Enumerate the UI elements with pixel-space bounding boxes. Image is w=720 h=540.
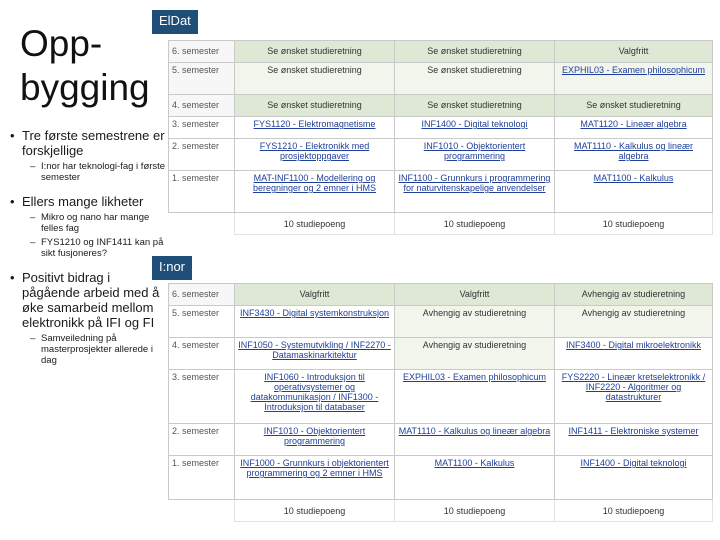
course-cell: Se ønsket studieretning: [395, 41, 555, 63]
course-link[interactable]: MAT1100 - Kalkulus: [395, 456, 555, 500]
course-link[interactable]: INF1010 - Objektorientert programmering: [395, 139, 555, 171]
table-row: [169, 95, 713, 117]
sub-bullet-item: – I:nor har teknologi-fag i første semester: [8, 161, 166, 183]
inor-table: [168, 283, 713, 522]
course-cell: Avhengig av studieretning: [555, 306, 713, 338]
course-link[interactable]: INF1000 - Grunnkurs i objektorientert programmering og 2 emner i HMS: [235, 456, 395, 500]
sub-bullet-item: – Samveiledning på masterprosjekter allerede i dag: [8, 333, 166, 366]
semester-label: 6. semester: [169, 284, 235, 306]
table-row: [169, 284, 713, 306]
semester-label: 1. semester: [169, 171, 235, 213]
course-link[interactable]: INF1100 - Grunnkurs i programmering for naturvitenskapelige anvendelser: [395, 171, 555, 213]
credits-cell: 10 studiepoeng: [235, 500, 395, 522]
course-link[interactable]: MAT1120 - Lineær algebra: [555, 117, 713, 139]
course-cell: Valgfritt: [555, 41, 713, 63]
course-cell: Se ønsket studieretning: [555, 95, 713, 117]
table-row: [169, 306, 713, 338]
table-row: [169, 370, 713, 424]
bullet-item: • Positivt bidrag i pågående arbeid med å øke samarbeid mellom elektronikk på IFI og FI: [8, 270, 166, 330]
table-row: [169, 63, 713, 95]
eldat-table: [168, 40, 713, 235]
course-cell: Se ønsket studieretning: [395, 63, 555, 95]
empty-cell: [169, 213, 235, 235]
course-link[interactable]: EXPHIL03 - Examen philosophicum: [395, 370, 555, 424]
course-link[interactable]: MAT-INF1100 - Modellering og beregninger og 2 emner i HMS: [235, 171, 395, 213]
course-link[interactable]: FYS1120 - Elektromagnetisme: [235, 117, 395, 139]
table-row: [169, 171, 713, 213]
course-link[interactable]: MAT1110 - Kalkulus og lineær algebra: [395, 424, 555, 456]
semester-label: 6. semester: [169, 41, 235, 63]
course-cell: Valgfritt: [235, 284, 395, 306]
slide-title: Opp-bygging: [20, 23, 150, 108]
course-link[interactable]: INF3430 - Digital systemkonstruksjon: [235, 306, 395, 338]
course-cell: Se ønsket studieretning: [235, 41, 395, 63]
bullet-list: [8, 128, 166, 369]
bullet-item: • Tre første semestrene er forskjellige: [8, 128, 166, 158]
course-link[interactable]: INF3400 - Digital mikroelektronikk: [555, 338, 713, 370]
table-row: [169, 456, 713, 500]
course-cell: Avhengig av studieretning: [395, 306, 555, 338]
course-link[interactable]: MAT1100 - Kalkulus: [555, 171, 713, 213]
table-row: [169, 117, 713, 139]
course-link[interactable]: INF1050 - Systemutvikling / INF2270 - Datamaskinarkitektur: [235, 338, 395, 370]
credits-row: [169, 213, 713, 235]
bullet-item: • Ellers mange likheter: [8, 194, 166, 209]
table-row: [169, 424, 713, 456]
course-cell: Avhengig av studieretning: [555, 284, 713, 306]
table-row: [169, 338, 713, 370]
course-link[interactable]: MAT1110 - Kalkulus og lineær algebra: [555, 139, 713, 171]
credits-cell: 10 studiepoeng: [235, 213, 395, 235]
course-link[interactable]: INF1411 - Elektroniske systemer: [555, 424, 713, 456]
semester-label: 5. semester: [169, 63, 235, 95]
sub-bullet-item: – FYS1210 og INF1411 kan på sikt fusjoneres?: [8, 237, 166, 259]
course-cell: Valgfritt: [395, 284, 555, 306]
inor-label: I:nor: [152, 256, 192, 280]
table-row: [169, 139, 713, 171]
semester-label: 2. semester: [169, 424, 235, 456]
course-link[interactable]: FYS2220 - Lineær kretselektronikk / INF2220 - Algoritmer og datastrukturer: [555, 370, 713, 424]
course-link[interactable]: INF1400 - Digital teknologi: [395, 117, 555, 139]
course-link[interactable]: EXPHIL03 - Examen philosophicum: [555, 63, 713, 95]
eldat-label: ElDat: [152, 10, 198, 34]
credits-cell: 10 studiepoeng: [555, 500, 713, 522]
semester-label: 2. semester: [169, 139, 235, 171]
semester-label: 4. semester: [169, 95, 235, 117]
credits-cell: 10 studiepoeng: [395, 500, 555, 522]
course-link[interactable]: FYS1210 - Elektronikk med prosjektoppgaver: [235, 139, 395, 171]
semester-label: 3. semester: [169, 370, 235, 424]
semester-label: 5. semester: [169, 306, 235, 338]
empty-cell: [169, 500, 235, 522]
credits-row: [169, 500, 713, 522]
course-cell: Se ønsket studieretning: [235, 95, 395, 117]
course-cell: Se ønsket studieretning: [395, 95, 555, 117]
course-link[interactable]: INF1010 - Objektorientert programmering: [235, 424, 395, 456]
course-link[interactable]: INF1060 - Introduksjon til operativsystemer og datakommunikasjon / INF1300 - Introduksjon til databaser: [235, 370, 395, 424]
course-cell: Se ønsket studieretning: [235, 63, 395, 95]
semester-label: 4. semester: [169, 338, 235, 370]
course-cell: Avhengig av studieretning: [395, 338, 555, 370]
table-row: [169, 41, 713, 63]
semester-label: 3. semester: [169, 117, 235, 139]
sub-bullet-item: – Mikro og nano har mange felles fag: [8, 212, 166, 234]
course-link[interactable]: INF1400 - Digital teknologi: [555, 456, 713, 500]
semester-label: 1. semester: [169, 456, 235, 500]
credits-cell: 10 studiepoeng: [555, 213, 713, 235]
credits-cell: 10 studiepoeng: [395, 213, 555, 235]
